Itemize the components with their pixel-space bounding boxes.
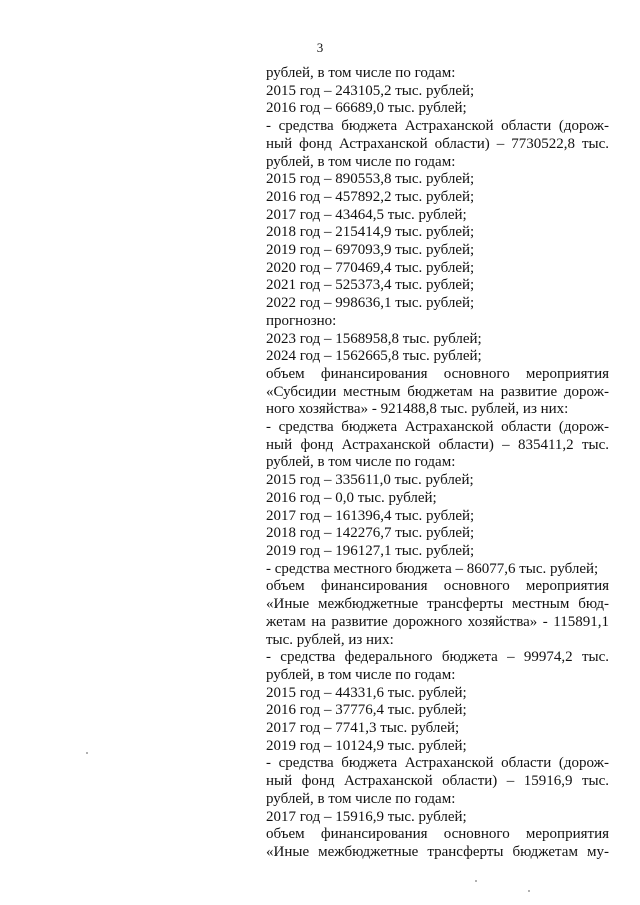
text-line: - средства федерального бюджета – 99974,2 тыс. [266,649,609,666]
text-line: 2019 год – 10124,9 тыс. рублей; [266,737,467,754]
text-line: 2018 год – 142276,7 тыс. рублей; [266,525,475,542]
text-line: 2017 год – 161396,4 тыс. рублей; [266,507,475,524]
text-line: 2017 год – 7741,3 тыс. рублей; [266,720,460,737]
text-line: 2019 год – 196127,1 тыс. рублей; [266,542,475,559]
text-line: жетам на развитие дорожного хозяйства» - 115891,1 [266,613,609,630]
page-number: 3 [316,40,324,55]
text-line: 2022 год – 998636,1 тыс. рублей; [266,295,475,312]
text-line: 2015 год – 243105,2 тыс. рублей; [266,82,475,99]
text-line: 2019 год – 697093,9 тыс. рублей; [266,242,475,259]
text-line: «Иные межбюджетные трансферты бюджетам му- [266,843,609,860]
text-line: рублей, в том числе по годам: [266,666,456,683]
text-line: 2017 год – 15916,9 тыс. рублей; [266,808,467,825]
text-line: - средства местного бюджета – 86077,6 тыс. рублей; [266,560,599,577]
text-line: рублей, в том числе по годам: [266,454,456,471]
text-line: 2023 год – 1568958,8 тыс. рублей; [266,330,482,347]
text-line: 2015 год – 44331,6 тыс. рублей; [266,684,467,701]
text-line: «Иные межбюджетные трансферты местным бюд- [266,596,609,613]
text-line: - средства бюджета Астраханской области (дорож- [266,419,609,436]
text-line: «Субсидии местным бюджетам на развитие дорож- [266,383,609,400]
text-line: 2020 год – 770469,4 тыс. рублей; [266,259,475,276]
text-line: 2016 год – 0,0 тыс. рублей; [266,489,437,506]
text-line: рублей, в том числе по годам: [266,790,456,807]
scan-speck [475,880,477,882]
text-line: объем финансирования основного мероприятия [266,365,609,382]
text-line: 2016 год – 457892,2 тыс. рублей; [266,188,475,205]
text-line: 2024 год – 1562665,8 тыс. рублей; [266,348,482,365]
text-line: 2015 год – 890553,8 тыс. рублей; [266,171,475,188]
text-line: 2016 год – 66689,0 тыс. рублей; [266,100,467,117]
text-line: объем финансирования основного мероприятия [266,578,609,595]
text-line: ного хозяйства» - 921488,8 тыс. рублей, из них: [266,401,569,418]
text-line: 2015 год – 335611,0 тыс. рублей; [266,472,474,489]
text-line: ный фонд Астраханской области) – 15916,9 тыс. [266,773,609,790]
text-line: 2016 год – 37776,4 тыс. рублей; [266,702,467,719]
text-line: ный фонд Астраханской области) – 7730522,8 тыс. [266,135,609,152]
scan-speck [528,890,530,892]
text-line: рублей, в том числе по годам: [266,65,456,81]
text-line: 2018 год – 215414,9 тыс. рублей; [266,224,475,241]
scan-speck [86,752,88,754]
text-line: рублей, в том числе по годам: [266,153,456,170]
text-line: объем финансирования основного мероприятия [266,826,609,843]
text-line: 2017 год – 43464,5 тыс. рублей; [266,206,467,223]
text-line: тыс. рублей, из них: [266,631,394,648]
text-line: - средства бюджета Астраханской области (дорож- [266,755,609,772]
text-line: прогнозно: [266,312,337,329]
text-line: ный фонд Астраханской области) – 835411,2 тыс. [266,436,609,453]
text-line: 2021 год – 525373,4 тыс. рублей; [266,277,475,294]
text-line: - средства бюджета Астраханской области (дорож- [266,118,609,135]
document-text-column [266,65,609,862]
